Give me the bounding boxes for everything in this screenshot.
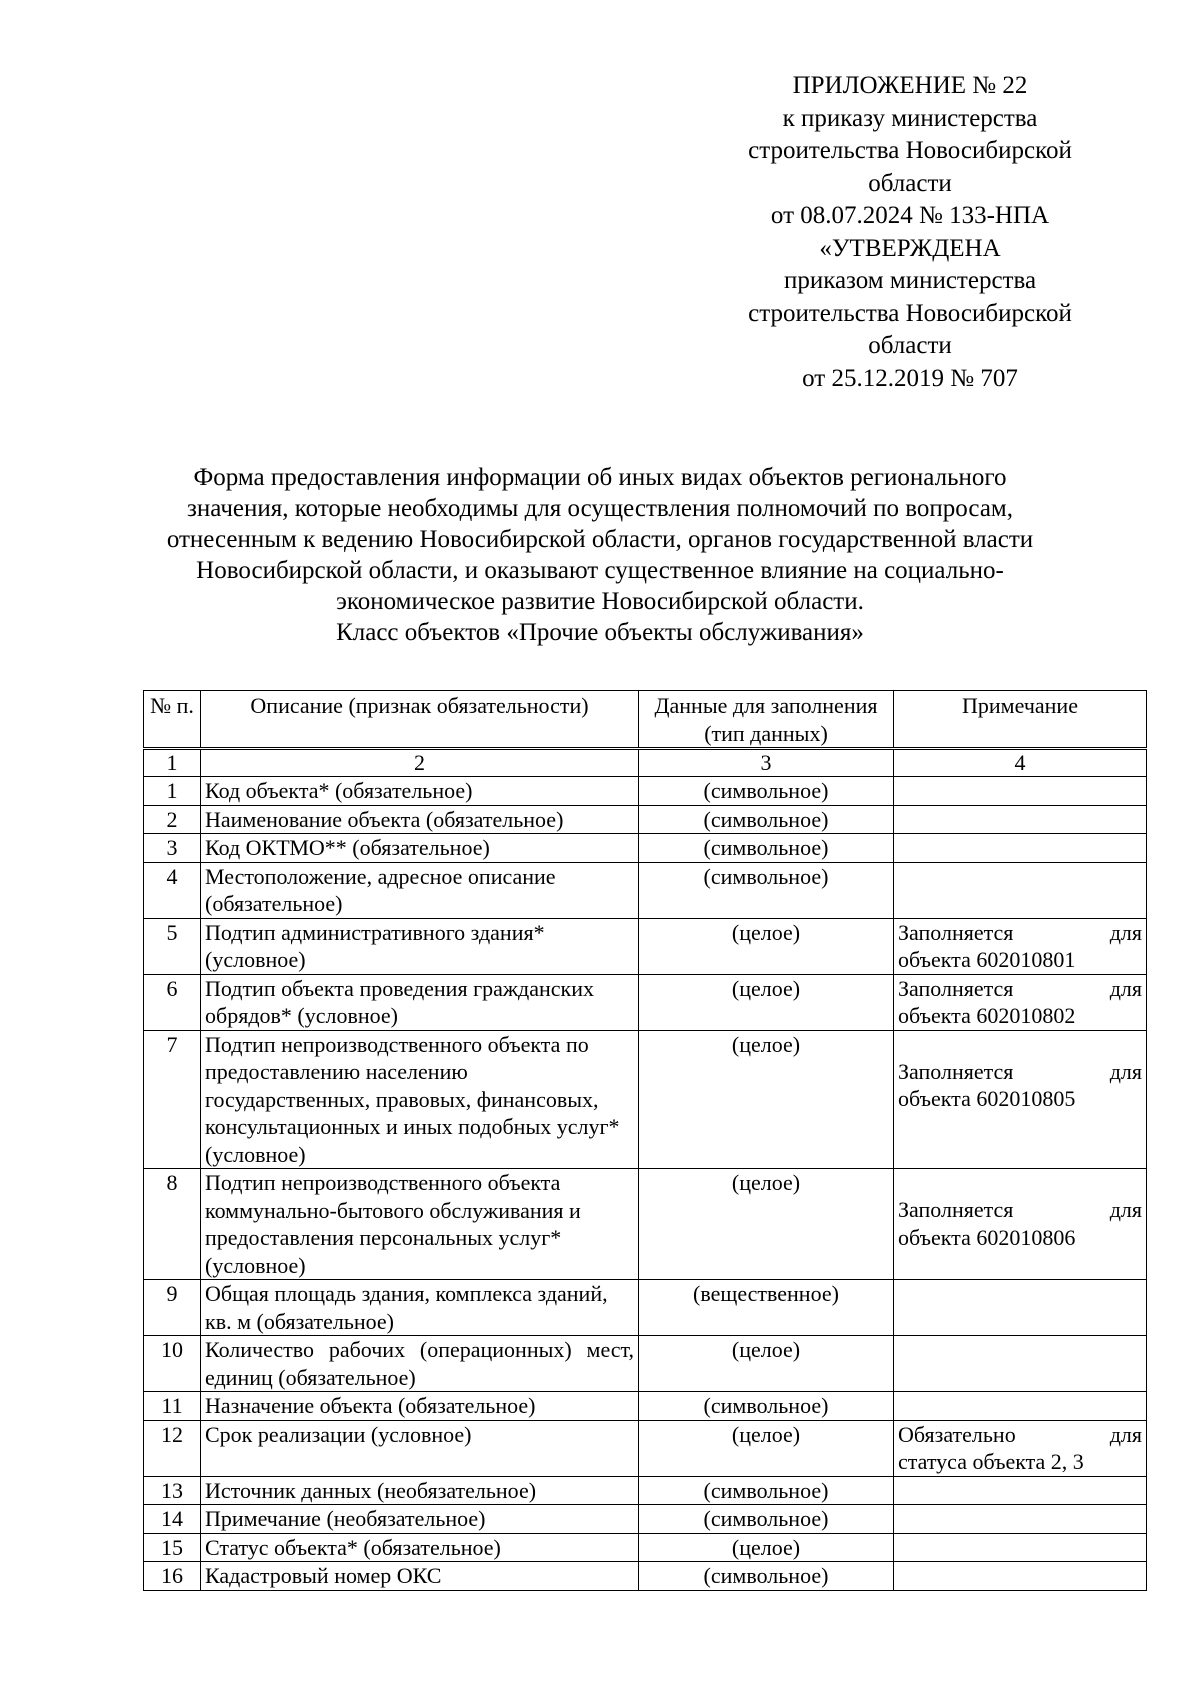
note-for: для <box>1109 1058 1142 1084</box>
note-word: Заполняется <box>898 975 1014 1001</box>
note-for: для <box>1109 975 1142 1001</box>
table-header-row <box>144 691 1147 749</box>
row-note <box>894 1169 1147 1280</box>
row-description: Срок реализации (условное) <box>201 1420 639 1476</box>
row-type: (целое) <box>639 1533 894 1562</box>
row-note <box>894 1476 1147 1505</box>
header-desc: Описание (признак обязательности) <box>201 691 639 749</box>
row-number: 12 <box>144 1420 201 1476</box>
row-note <box>894 918 1147 974</box>
row-number: 8 <box>144 1169 201 1280</box>
row-note <box>894 862 1147 918</box>
row-type: (символьное) <box>639 862 894 918</box>
row-description: Кадастровый номер ОКС <box>201 1562 639 1591</box>
table-row <box>144 1280 1147 1336</box>
row-description: Статус объекта* (обязательное) <box>201 1533 639 1562</box>
note-object: объекта 602010802 <box>898 1003 1076 1028</box>
note-object: объекта 602010801 <box>898 947 1076 972</box>
header-line: ПРИЛОЖЕНИЕ № 22 <box>792 72 1028 99</box>
row-type: (символьное) <box>639 1392 894 1421</box>
row-note <box>894 777 1147 806</box>
row-note <box>894 1420 1147 1476</box>
row-note <box>894 974 1147 1030</box>
row-type: (целое) <box>639 1336 894 1392</box>
note-word: Заполняется <box>898 1058 1014 1084</box>
header-line: от 25.12.2019 № 707 <box>802 364 1018 392</box>
row-type: (символьное) <box>639 1505 894 1534</box>
row-type: (вещественное) <box>639 1280 894 1336</box>
spec-table <box>143 690 1147 1591</box>
note-for: для <box>1109 1197 1142 1222</box>
row-number: 1 <box>144 777 201 806</box>
table-row <box>144 1392 1147 1421</box>
note-word: Заполняется <box>898 919 1014 945</box>
title-line: значения, которые необходимы для осуществления полномочий по вопросам, <box>187 495 1013 522</box>
header-line: от 08.07.2024 № 133-НПА <box>770 202 1050 229</box>
row-number: 9 <box>144 1280 201 1336</box>
row-number: 11 <box>144 1392 201 1421</box>
table-row <box>144 1420 1147 1476</box>
approval-header <box>720 70 1100 395</box>
row-number: 14 <box>144 1505 201 1534</box>
row-description: Подтип непроизводственного объекта коммунально-бытового обслуживания и предоставления персональных услуг* (условное) <box>201 1169 639 1280</box>
table-row <box>144 1562 1147 1591</box>
row-note <box>894 805 1147 834</box>
row-number: 7 <box>144 1030 201 1169</box>
row-type: (символьное) <box>639 834 894 863</box>
row-description: Код ОКТМО** (обязательное) <box>201 834 639 863</box>
row-number: 4 <box>144 862 201 918</box>
column-number: 2 <box>201 749 639 777</box>
row-description: Наименование объекта (обязательное) <box>201 805 639 834</box>
row-note <box>894 1505 1147 1534</box>
table-row <box>144 805 1147 834</box>
header-num: № п. <box>144 691 201 749</box>
row-number: 5 <box>144 918 201 974</box>
table-row <box>144 1476 1147 1505</box>
table-row <box>144 777 1147 806</box>
column-number: 3 <box>639 749 894 777</box>
row-description: Подтип объекта проведения гражданских обрядов* (условное) <box>201 974 639 1030</box>
row-description: Примечание (необязательное) <box>201 1505 639 1534</box>
row-number: 15 <box>144 1533 201 1562</box>
column-number: 4 <box>894 749 1147 777</box>
header-note: Примечание <box>894 691 1147 749</box>
title-line: отнесенным к ведению Новосибирской области, органов государственной власти <box>166 526 1034 553</box>
header-line: к приказу министерства <box>782 104 1038 132</box>
title-line: экономическое развитие Новосибирской области. <box>336 588 864 615</box>
row-description: Местоположение, адресное описание (обязательное) <box>201 862 639 918</box>
row-type: (символьное) <box>639 1476 894 1505</box>
note-word: Обязательно <box>898 1421 1016 1447</box>
row-note <box>894 834 1147 863</box>
row-note <box>894 1533 1147 1562</box>
row-type: (символьное) <box>639 805 894 834</box>
header-line: строительства Новосибирской <box>748 299 1072 327</box>
table-row <box>144 974 1147 1030</box>
row-note <box>894 1562 1147 1591</box>
note-for: для <box>1109 1421 1142 1447</box>
row-type: (целое) <box>639 1030 894 1169</box>
table-row <box>144 834 1147 863</box>
row-type: (символьное) <box>639 1562 894 1591</box>
column-number: 1 <box>144 749 201 777</box>
title-line: Форма предоставления информации об иных видах объектов регионального <box>193 464 1007 491</box>
table-row <box>144 1533 1147 1562</box>
row-type: (символьное) <box>639 777 894 806</box>
row-note <box>894 1392 1147 1421</box>
form-title <box>100 462 1100 648</box>
row-number: 13 <box>144 1476 201 1505</box>
row-type: (целое) <box>639 918 894 974</box>
row-note <box>894 1280 1147 1336</box>
note-for: для <box>1109 919 1142 945</box>
column-number-row <box>144 749 1147 777</box>
title-line: Новосибирской области, и оказывают существенное влияние на социально- <box>196 557 1004 584</box>
row-description: Общая площадь здания, комплекса зданий, кв. м (обязательное) <box>201 1280 639 1336</box>
row-description: Код объекта* (обязательное) <box>201 777 639 806</box>
table-row <box>144 1169 1147 1280</box>
table-row <box>144 918 1147 974</box>
table-row <box>144 1505 1147 1534</box>
row-type: (целое) <box>639 1169 894 1280</box>
note-object: объекта 602010806 <box>898 1224 1076 1250</box>
row-number: 6 <box>144 974 201 1030</box>
header-line: «УТВЕРЖДЕНА <box>819 234 1001 262</box>
row-number: 16 <box>144 1562 201 1591</box>
row-description: Количество рабочих (операционных) мест, единиц (обязательное) <box>201 1336 639 1392</box>
row-description: Назначение объекта (обязательное) <box>201 1392 639 1421</box>
table-row <box>144 862 1147 918</box>
note-object: объекта 602010805 <box>898 1086 1076 1111</box>
row-description: Источник данных (необязательное) <box>201 1476 639 1505</box>
row-note <box>894 1336 1147 1392</box>
header-line: строительства Новосибирской <box>748 137 1072 164</box>
header-type: Данные для заполнения (тип данных) <box>639 691 894 749</box>
note-word: Заполняется <box>898 1197 1014 1222</box>
row-description: Подтип непроизводственного объекта по предоставлению населению государственных, правовых, финансовых, консультационных и иных подобных услуг* (условное) <box>201 1030 639 1169</box>
row-number: 2 <box>144 805 201 834</box>
table-row <box>144 1030 1147 1169</box>
row-description: Подтип административного здания* (условное) <box>201 918 639 974</box>
row-note <box>894 1030 1147 1169</box>
header-line: области <box>868 169 952 197</box>
row-type: (целое) <box>639 1420 894 1476</box>
table-row <box>144 1336 1147 1392</box>
header-line: области <box>868 332 952 359</box>
row-number: 10 <box>144 1336 201 1392</box>
row-type: (целое) <box>639 974 894 1030</box>
header-line: приказом министерства <box>783 267 1037 294</box>
note-object: статуса объекта 2, 3 <box>898 1449 1084 1474</box>
row-number: 3 <box>144 834 201 863</box>
title-line: Класс объектов «Прочие объекты обслуживания» <box>336 619 864 646</box>
